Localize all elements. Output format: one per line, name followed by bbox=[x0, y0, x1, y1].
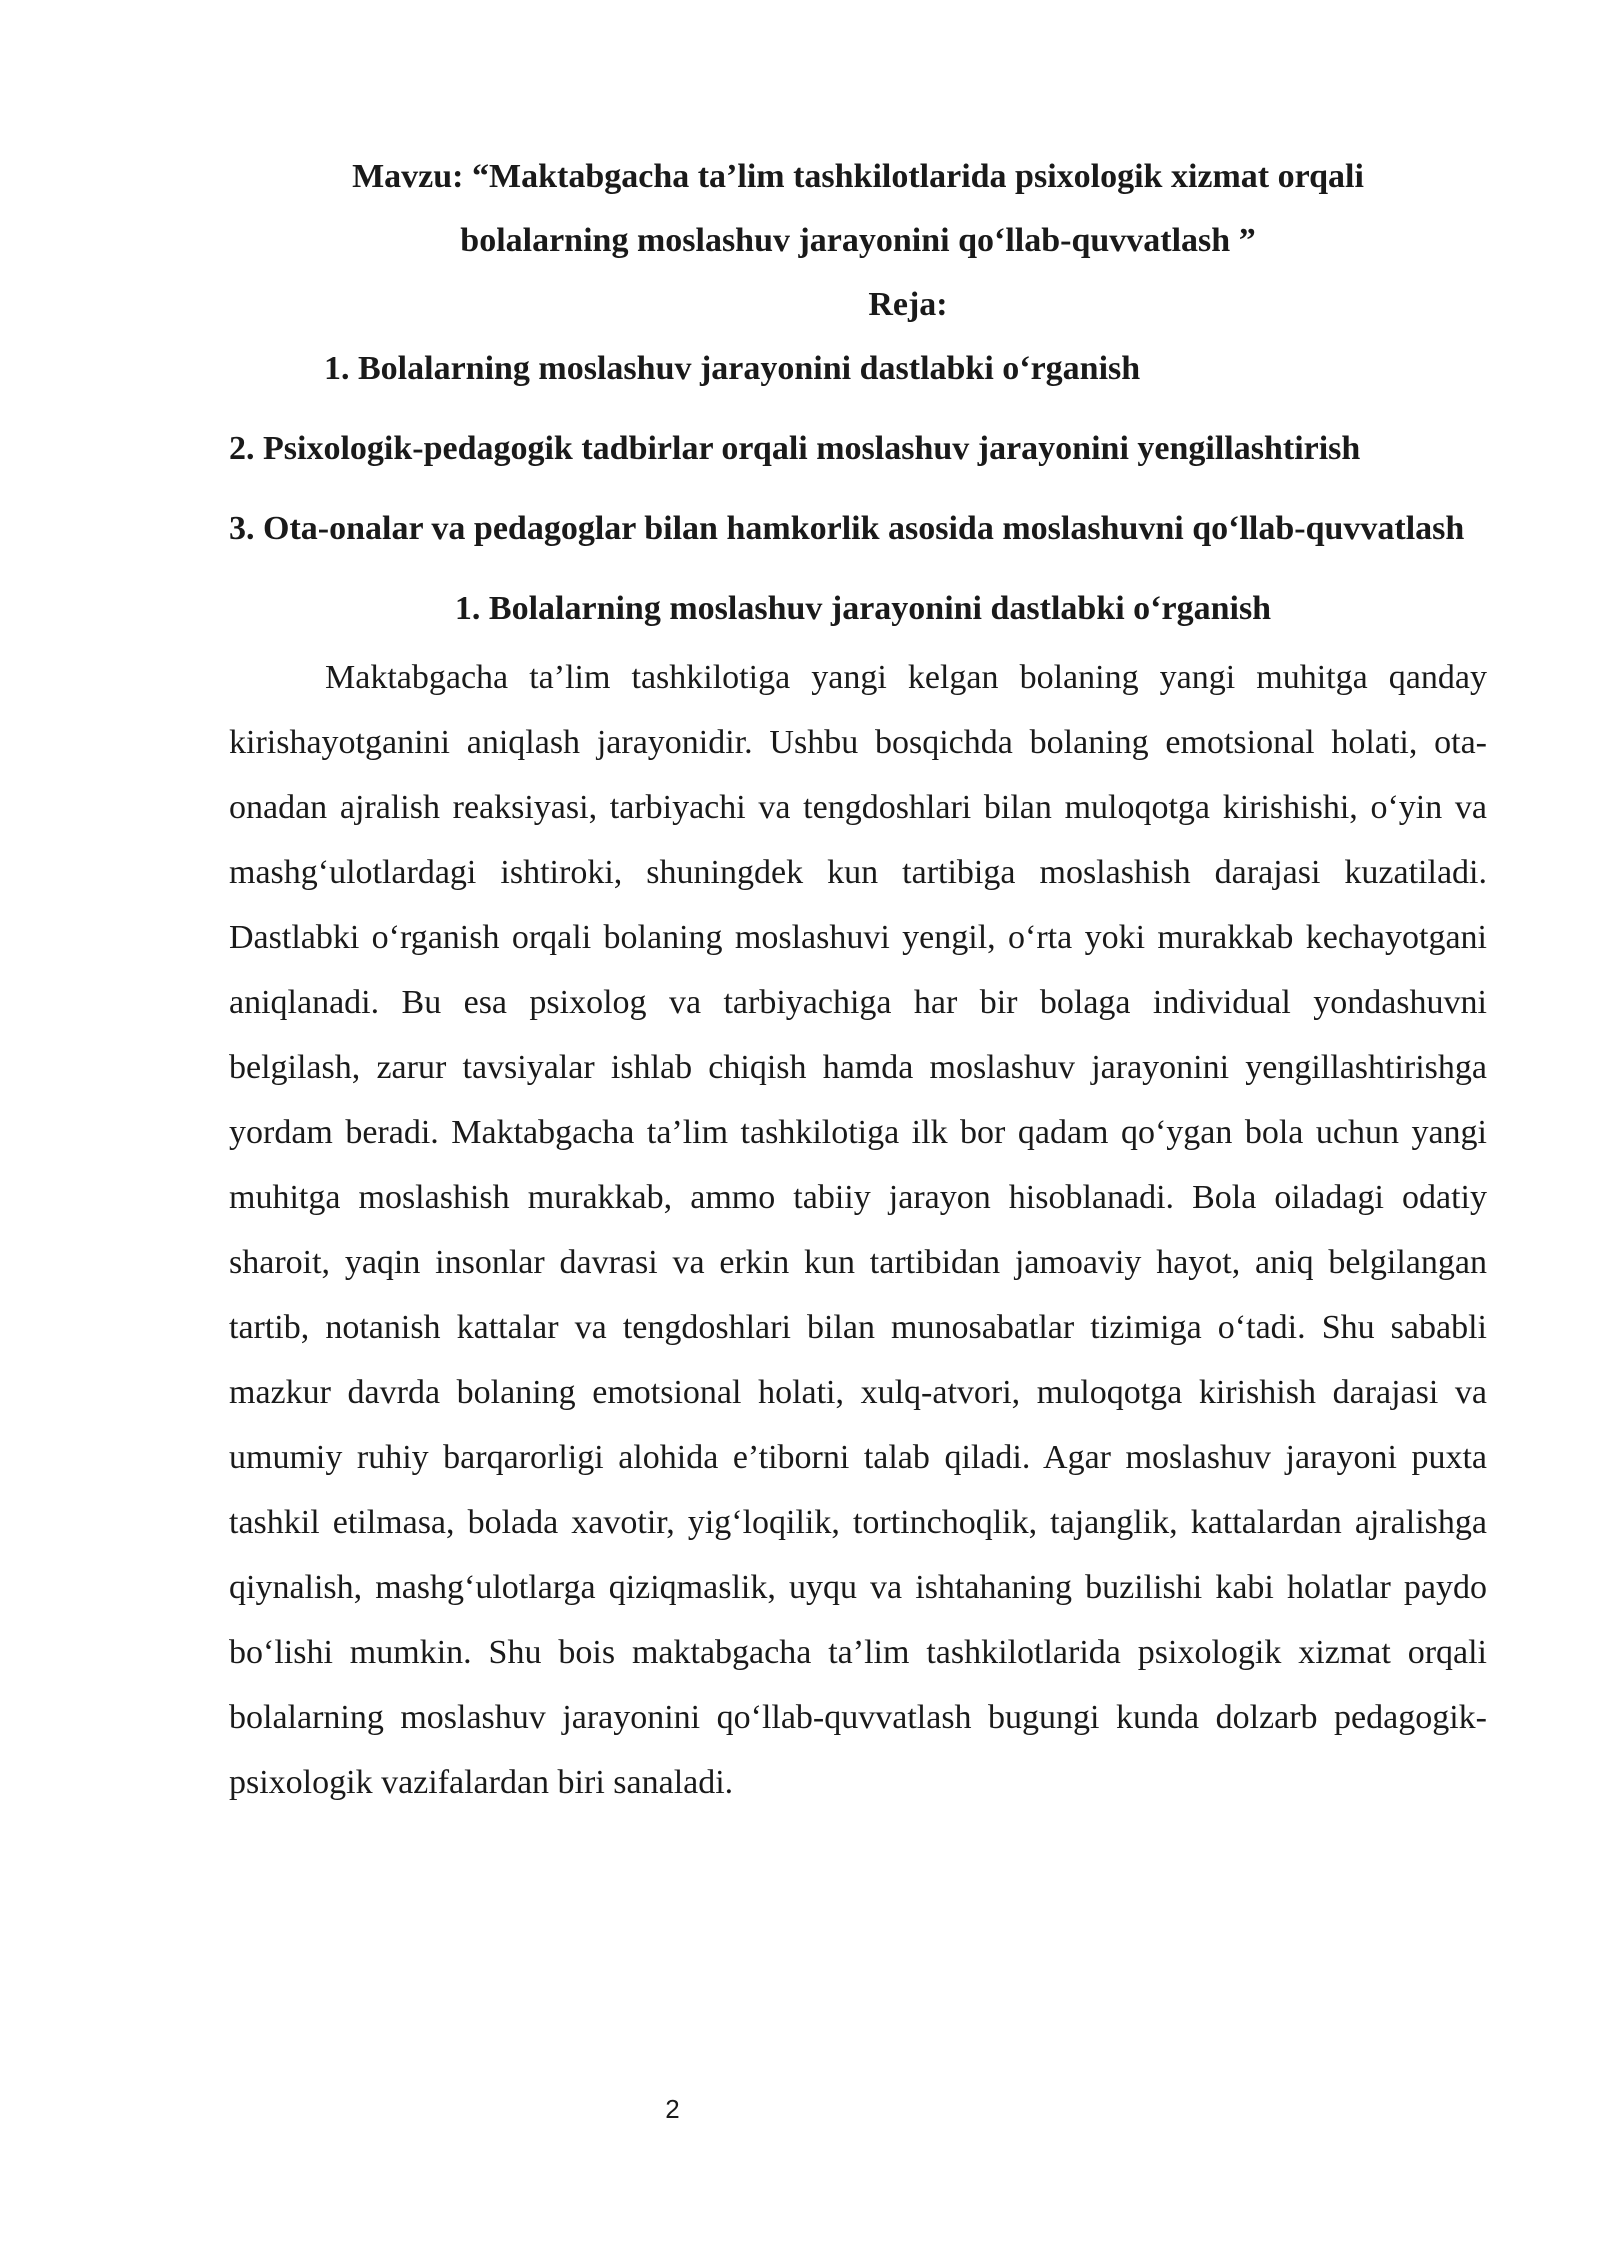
title-line-2: bolalarning moslashuv jarayonini qo‘llab-quvvatlash ” bbox=[460, 222, 1256, 259]
title-line-1: Mavzu: “Maktabgacha ta’lim tashkilotlarida psixologik xizmat orqali bbox=[352, 158, 1364, 195]
body-paragraph: Maktabgacha ta’lim tashkilotiga yangi kelgan bolaning yangi muhitga qanday kirishayotganini aniqlash jarayonidir. Ushbu bosqichda bolaning emotsional holati, ota-onadan ajralish reaksiyasi, tarbiyachi va tengdoshlari bilan muloqotga kirishishi, o‘yin va mashg‘ulotlardagi ishtiroki, shuningdek kun tartibiga moslashish darajasi kuzatiladi. Dastlabki o‘rganish orqali bolaning moslashuvi yengil, o‘rta yoki murakkab kechayotgani aniqlanadi. Bu esa psixolog va tarbiyachiga har bir bolaga individual yondashuvni belgilash, zarur tavsiyalar ishlab chiqish hamda moslashuv jarayonini yengillashtirishga yordam beradi. Maktabgacha ta’lim tashkilotiga ilk bor qadam qo‘ygan bola uchun yangi muhitga moslashish murakkab, ammo tabiiy jarayon hisoblanadi. Bola oiladagi odatiy sharoit, yaqin insonlar davrasi va erkin kun tartibidan jamoaviy hayot, aniq belgilangan tartib, notanish kattalar va tengdoshlari bilan munosabatlar tizimiga o‘tadi. Shu sababli mazkur davrda bolaning emotsional holati, xulq-atvori, muloqotga kirishish darajasi va umumiy ruhiy barqarorligi alohida e’tiborni talab qiladi. Agar moslashuv jarayoni puxta tashkil etilmasa, bolada xavotir, yig‘loqilik, tortinchoqlik, tajanglik, kattalardan ajralishga qiynalish, mashg‘ulotlarga qiziqmaslik, uyqu va ishtahaning buzilishi kabi holatlar paydo bo‘lishi mumkin. Shu bois maktabgacha ta’lim tashkilotlarida psixologik xizmat orqali bolalarning moslashuv jarayonini qo‘llab-quvvatlash bugungi kunda dolzarb pedagogik-psixologik vazifalardan biri sanaladi. bbox=[229, 659, 1487, 1801]
plan-item-2: 2. Psixologik-pedagogik tadbirlar orqali moslashuv jarayonini yengillashtirish bbox=[229, 430, 1361, 467]
page-content bbox=[229, 145, 1487, 1815]
page-number: 2 bbox=[665, 2094, 680, 2124]
plan-item-1: 1. Bolalarning moslashuv jarayonini dastlabki o‘rganish bbox=[324, 350, 1141, 387]
plan-item-3: 3. Ota-onalar va pedagoglar bilan hamkorlik asosida moslashuvni qo‘llab-quvvatlash bbox=[229, 510, 1465, 547]
section-heading: 1. Bolalarning moslashuv jarayonini dastlabki o‘rganish bbox=[454, 590, 1272, 627]
plan-heading: Reja: bbox=[868, 286, 948, 323]
